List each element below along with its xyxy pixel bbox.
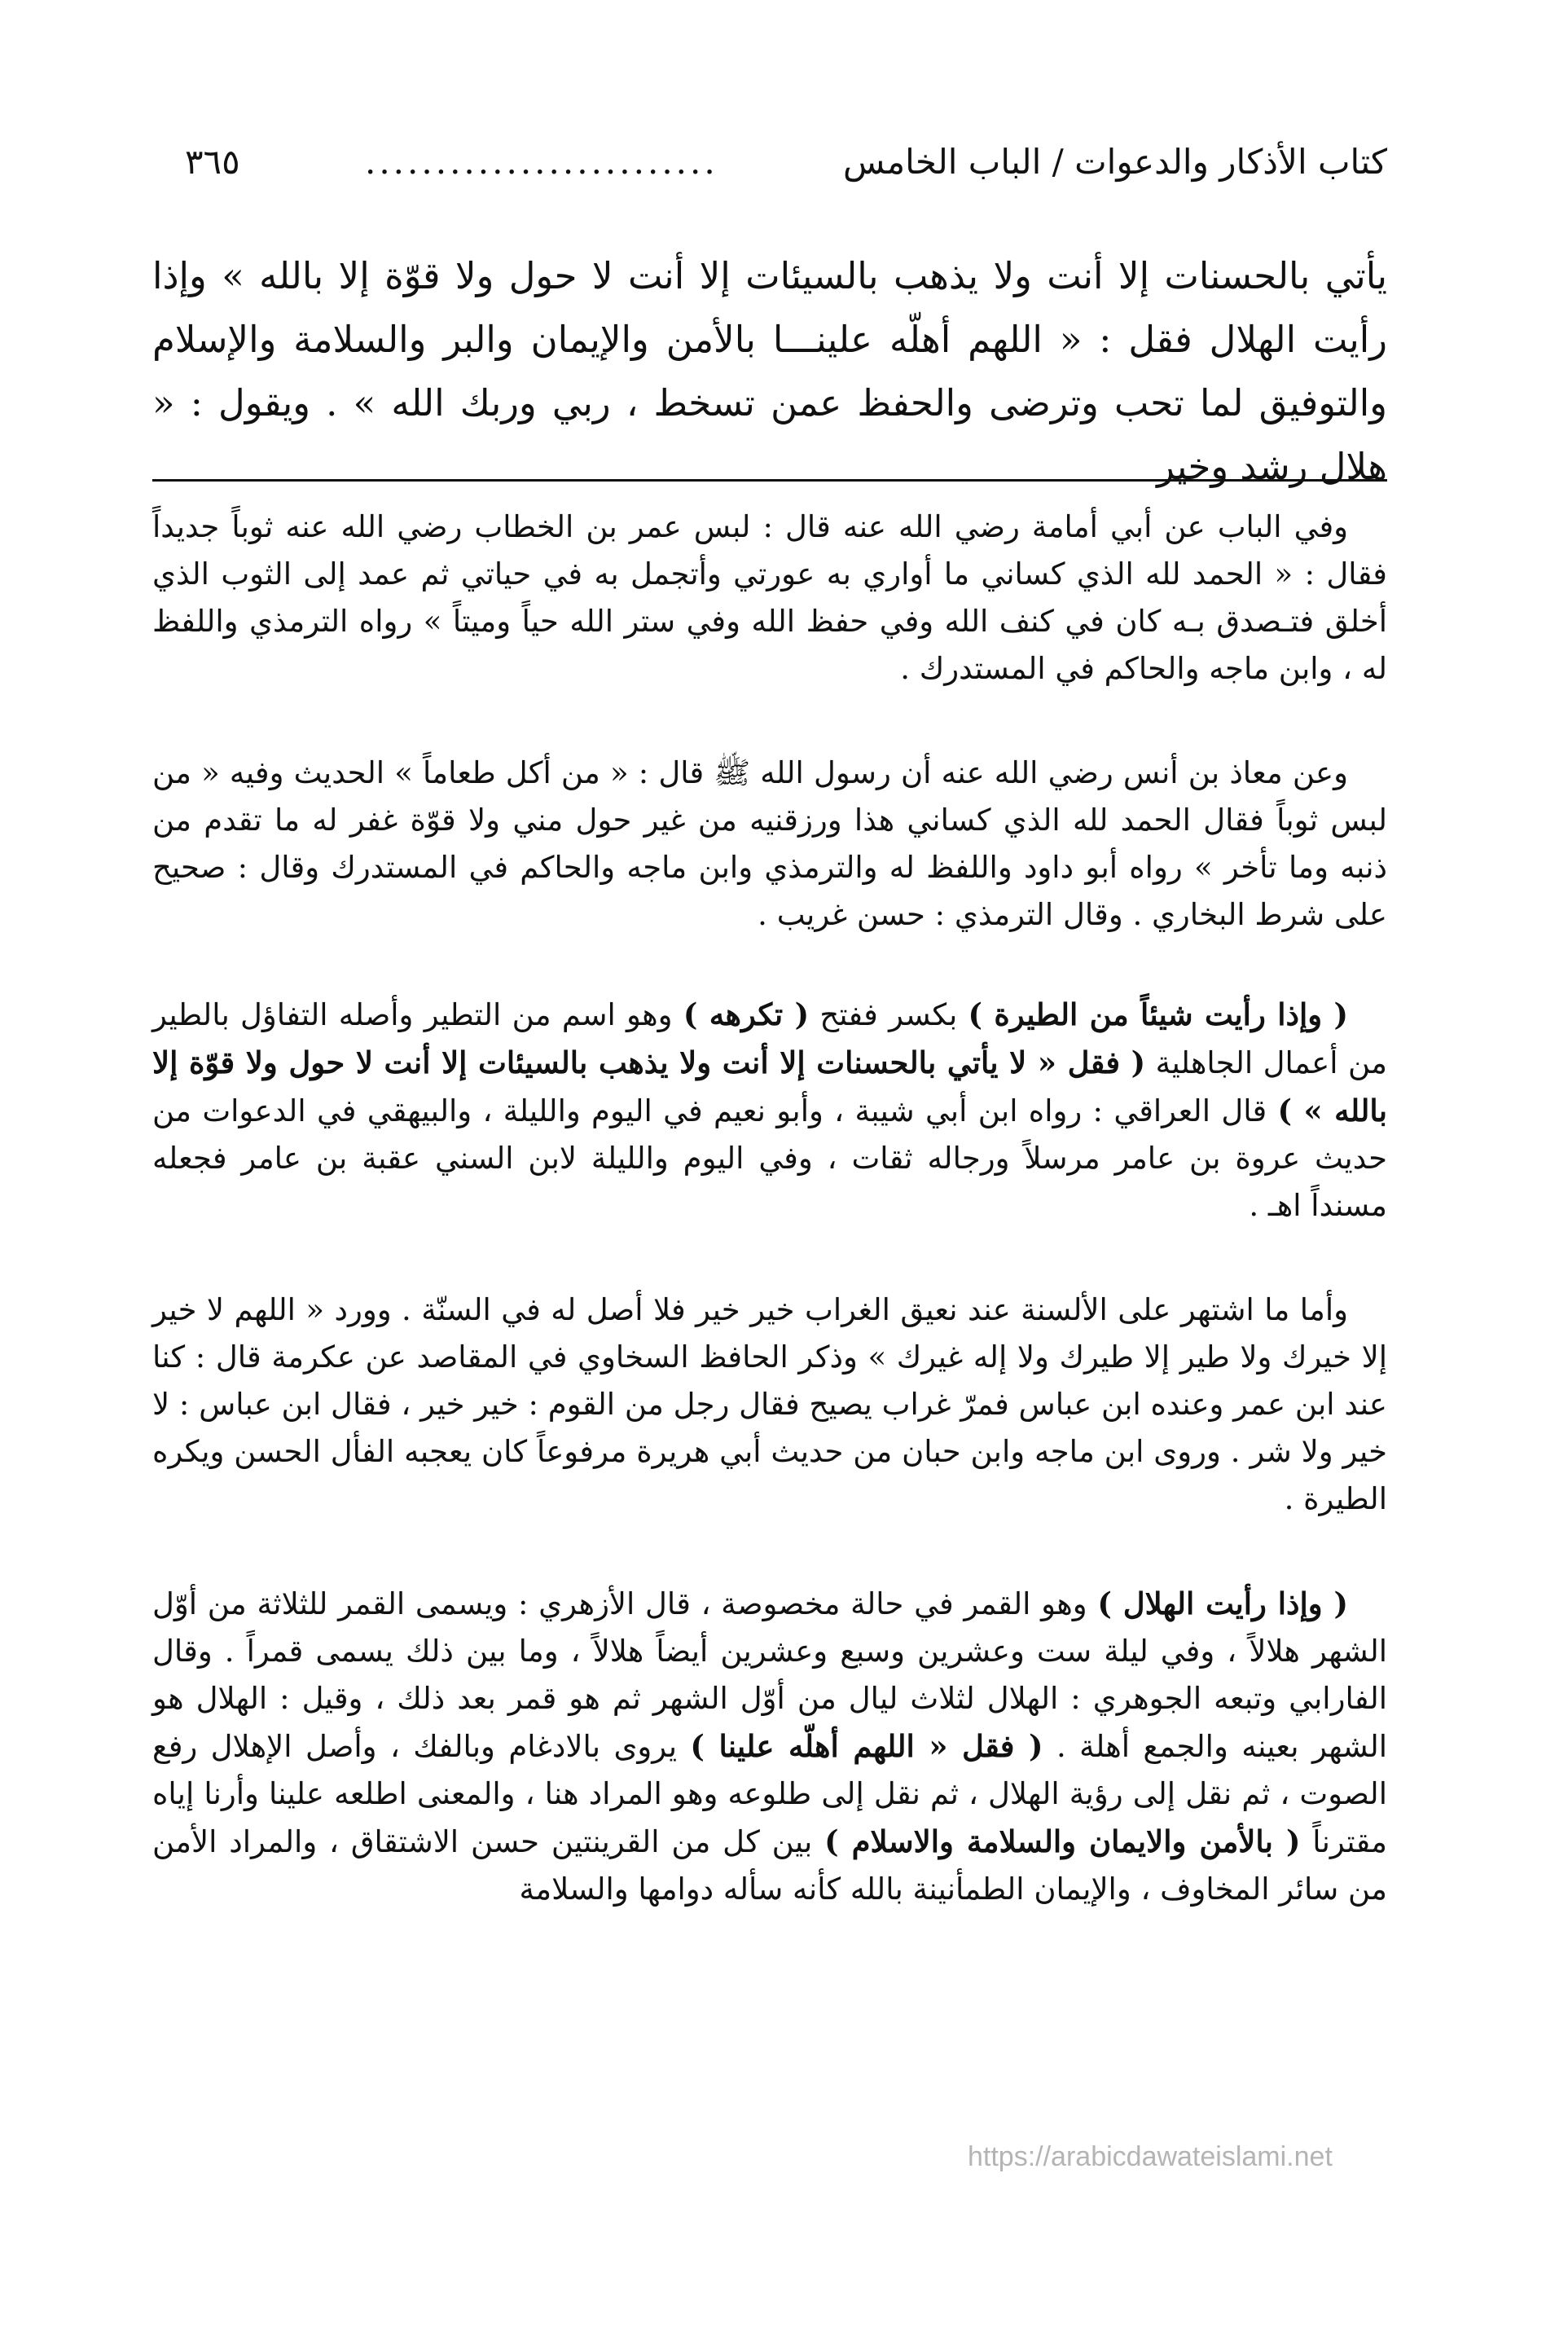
commentary-text: بكسر ففتح [809,997,968,1032]
watermark-url: https://arabicdawateislami.net [968,2141,1333,2172]
running-header [152,137,1387,186]
quoted-text-bold: ( وإذا رأيت شيئاً من الطيرة ) [968,996,1349,1032]
commentary-paragraph [152,750,1387,939]
commentary-text: وفي الباب عن أبي أمامة رضي الله عنه قال : لبس عمر بن الخطاب رضي الله عنه ثوباً جديداً فقال : « الحمد لله الذي كساني ما أواري به عورتي وأتجمل به في حياتي ثم عمد إلى الثوب الذي أخلق فتـصدق بـه كان في كنف الله وفي حفظ الله وفي ستر الله حياً وميتاً » رواه الترمذي واللفظ له ، وابن ماجه والحاكم في المستدرك . [152,509,1387,686]
quoted-text-bold: ( تكرهه ) [683,996,810,1032]
commentary-text: بين كل من القرينتين حسن الاشتقاق ، والمراد الأمن من سائر المخاوف ، والإيمان الطمأنينة بالله كأنه سأله دوامها والسلامة [152,1824,1387,1907]
commentary-text: وهو القمر في حالة مخصوصة ، قال الأزهري : ويسمى القمر للثلاثة من أوّل الشهر هلالاً ، وفي ليلة ست وعشرين وسبع وعشرين أيضاً هلالاً ، وما بين ذلك يسمى قمراً . وقال الفارابي وتبعه الجوهري : الهلال لثلاث ليال من أوّل الشهر ثم هو قمر بعد ذلك ، وقيل : الهلال هو الشهر بعينه والجمع أهلة . [152,1586,1388,1764]
commentary-text: قال العراقي : رواه ابن أبي شيبة ، وأبو نعيم في اليوم والليلة ، والبيهقي في الدعوات من حديث عروة بن عامر مرسلاً ورجاله ثقات ، وفي اليوم والليلة لابن السني عقبة بن عامر فجعله مسنداً اهـ . [152,1093,1387,1223]
main-text-block [152,244,1387,499]
commentary-block [152,504,1387,1970]
commentary-text: وعن معاذ بن أنس رضي الله عنه أن رسول الله ﷺ قال : « من أكل طعاماً » الحديث وفيه « من لبس ثوباً فقال الحمد لله الذي كساني هذا ورزقنيه من غير حول مني ولا قوّة غفر له ما تقدم من ذنبه وما تأخر » رواه أبو داود واللفظ له والترمذي وابن ماجه والحاكم في المستدرك وقال : صحيح على شرط البخاري . وقال الترمذي : حسن غريب . [152,755,1387,932]
commentary-paragraph [152,991,1387,1229]
commentary-text: يروى بالادغام وبالفك ، وأصل الإهلال رفع الصوت ، ثم نقل إلى رؤية الهلال ، ثم نقل إلى طلوعه وهو المراد هنا ، والمعنى اطلعه علينا وأرنا إياه مقترناً [152,1729,1387,1859]
page-number: ٣٦٥ [185,141,240,182]
commentary-text: وهو اسم من التطير وأصله التفاؤل بالطير من أعمال الجاهلية [152,997,1387,1080]
footnote-divider [152,479,1387,482]
quoted-text-bold: ( فقل « اللهم أهلّه علينا ) [690,1728,1043,1764]
quoted-text-bold: ( وإذا رأيت الهلال ) [1097,1586,1348,1621]
quoted-text-bold: ( بالأمن والايمان والسلامة والاسلام ) [824,1823,1301,1859]
commentary-paragraph [152,504,1387,693]
commentary-paragraph [152,1287,1387,1523]
commentary-paragraph [152,1580,1387,1913]
header-title: كتاب الأذكار والدعوات / الباب الخامس [843,141,1387,182]
main-paragraph: يأتي بالحسنات إلا أنت ولا يذهب بالسيئات إلا أنت لا حول ولا قوّة إلا بالله » وإذا رأيت الهلال فقل : « اللهم أهلّه علينـــا بالأمن والإيمان والبر والسلامة والإسلام والتوفيق لما تحب وترضى والحفظ عمن تسخط ، ربي وربك الله » . ويقول : « هلال رشد وخير [152,254,1387,488]
header-dot-leader: ......................... [364,141,718,182]
commentary-text: وأما ما اشتهر على الألسنة عند نعيق الغراب خير خير فلا أصل له في السنّة . وورد « اللهم لا خير إلا خيرك ولا طير إلا طيرك ولا إله غيرك » وذكر الحافظ السخاوي في المقاصد عن عكرمة قال : كنا عند ابن عمر وعنده ابن عباس فمرّ غراب يصيح فقال رجل من القوم : خير خير ، فقال ابن عباس : لا خير ولا شر . وروى ابن ماجه وابن حبان من حديث أبي هريرة مرفوعاً كان يعجبه الفأل الحسن ويكره الطيرة . [152,1292,1387,1516]
quoted-text-bold: ( فقل « لا يأتي بالحسنات إلا أنت ولا يذهب بالسيئات إلا أنت لا حول ولا قوّة إلا بالله » ) [152,1045,1387,1128]
